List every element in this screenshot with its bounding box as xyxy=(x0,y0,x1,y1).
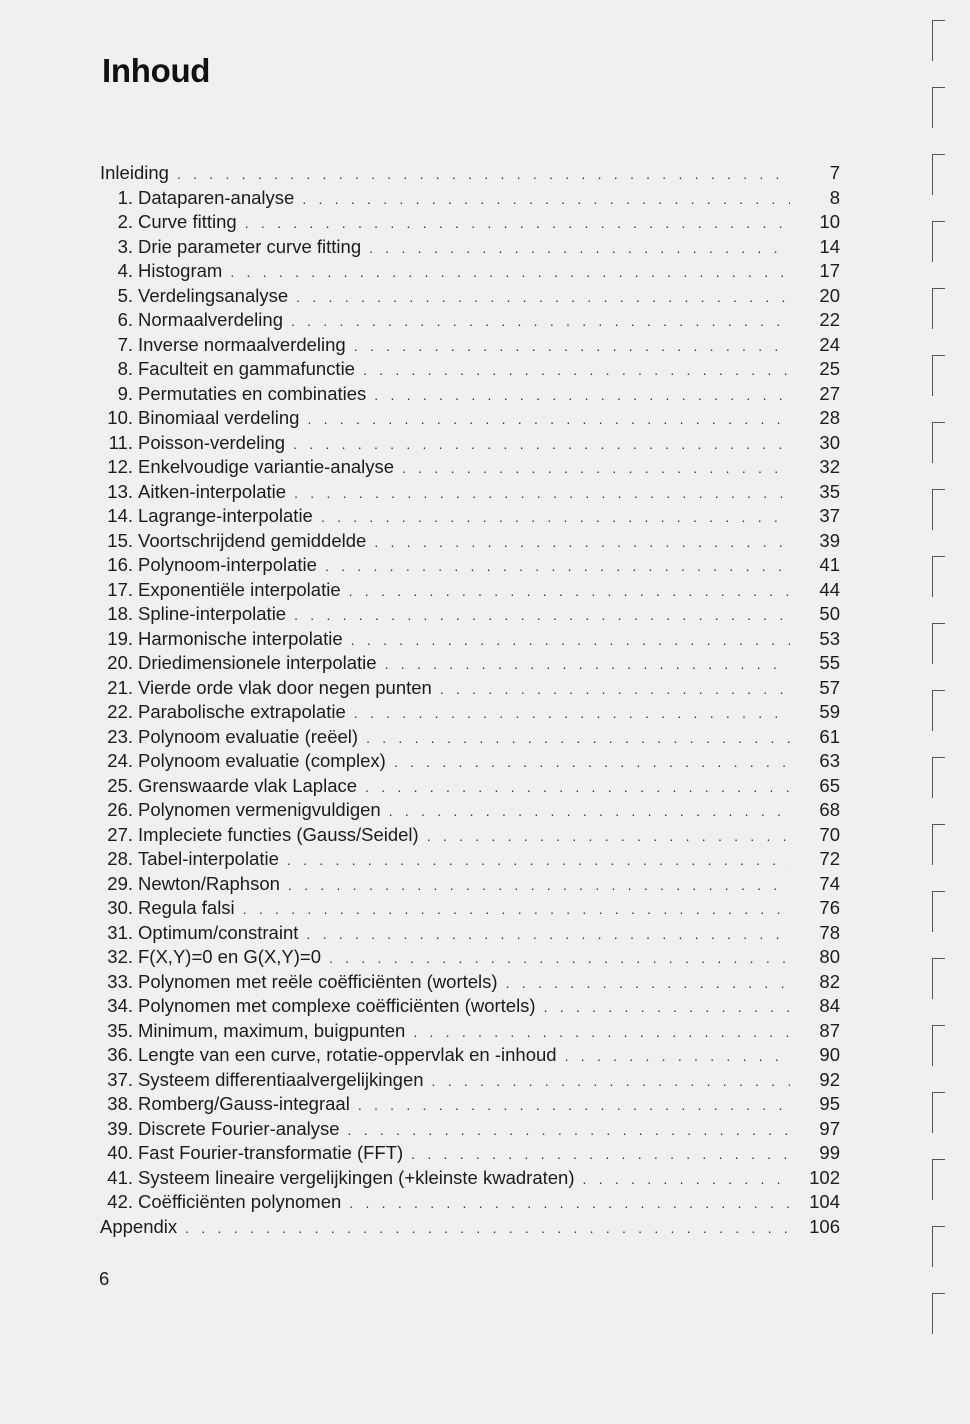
toc-entry xyxy=(100,1019,840,1044)
toc-entry-number: 39. xyxy=(107,1117,133,1139)
toc-entry-page: 68 xyxy=(819,799,840,820)
toc-dot-leader xyxy=(243,897,790,922)
toc-entry-title: Polynomen met complexe coëfficiënten (wortels) xyxy=(138,995,536,1016)
toc-entry-page: 50 xyxy=(819,603,840,624)
toc-entry-page: 87 xyxy=(819,1019,840,1041)
toc-entry xyxy=(100,357,840,382)
page-number: 6 xyxy=(99,1268,110,1289)
toc-entry-number: 9. xyxy=(117,382,133,404)
toc-entry-number: 35. xyxy=(107,1019,133,1041)
toc-entry-number: 10. xyxy=(107,407,133,428)
toc-entry-title: Impleciete functies (Gauss/Seidel) xyxy=(138,823,419,845)
table-of-contents xyxy=(100,161,840,1239)
toc-entry-number: 15. xyxy=(107,529,133,551)
binding-holes xyxy=(932,20,946,1410)
toc-dot-leader xyxy=(583,1167,790,1192)
toc-entry-number: 12. xyxy=(107,456,133,477)
toc-entry-title: Inverse normaalverdeling xyxy=(138,333,346,355)
toc-entry-number: 18. xyxy=(107,603,133,624)
toc-entry-number: 29. xyxy=(107,872,133,894)
toc-entry xyxy=(100,994,840,1019)
toc-entry-title: Systeem lineaire vergelijkingen (+kleinste kwadraten) xyxy=(138,1166,575,1188)
toc-entry-title: Histogram xyxy=(138,260,223,281)
binding-hole-mark xyxy=(932,1226,945,1267)
binding-hole-mark xyxy=(932,690,945,731)
toc-entry-page: 25 xyxy=(819,358,840,379)
toc-dot-leader xyxy=(354,701,790,726)
toc-entry-page: 104 xyxy=(809,1191,840,1212)
toc-entry-title: Normaalverdeling xyxy=(138,309,283,330)
toc-entry-number: 22. xyxy=(107,701,133,722)
toc-entry xyxy=(100,1215,840,1240)
binding-hole-mark xyxy=(932,1293,945,1334)
toc-entry-page: 102 xyxy=(809,1166,840,1188)
toc-entry-number: 32. xyxy=(107,946,133,967)
toc-entry-page: 78 xyxy=(819,921,840,943)
toc-dot-leader xyxy=(354,334,790,359)
toc-entry-number: 36. xyxy=(107,1044,133,1065)
toc-entry-number: 41. xyxy=(107,1166,133,1188)
toc-entry-number: 7. xyxy=(117,333,133,355)
toc-entry-title: Minimum, maximum, buigpunten xyxy=(138,1019,406,1041)
toc-entry-title: Verdelingsanalyse xyxy=(138,284,289,306)
toc-entry xyxy=(100,1068,840,1093)
toc-entry-number: 25. xyxy=(107,774,133,796)
toc-entry-number: 14. xyxy=(107,505,133,526)
toc-entry xyxy=(100,161,840,186)
toc-entry-page: 30 xyxy=(819,431,840,453)
toc-dot-leader xyxy=(385,652,790,677)
toc-entry-number: 5. xyxy=(117,284,133,306)
toc-entry-number: 11. xyxy=(108,431,133,453)
toc-entry-number: 23. xyxy=(107,725,133,747)
toc-entry-number: 2. xyxy=(117,211,133,232)
toc-dot-leader xyxy=(294,481,790,506)
toc-entry xyxy=(100,1117,840,1142)
toc-entry xyxy=(100,431,840,456)
toc-dot-leader xyxy=(402,456,790,481)
toc-entry-number: 27. xyxy=(107,823,133,845)
toc-entry-title: Harmonische interpolatie xyxy=(138,627,343,649)
toc-entry xyxy=(100,455,840,480)
toc-entry-number: 31. xyxy=(107,921,133,943)
toc-entry-number: 28. xyxy=(107,848,133,869)
toc-dot-leader xyxy=(506,971,790,996)
toc-dot-leader xyxy=(358,1093,790,1118)
toc-entry-page: 41 xyxy=(819,554,840,575)
toc-entry-page: 10 xyxy=(819,211,840,232)
toc-dot-leader xyxy=(544,995,790,1020)
toc-entry xyxy=(100,823,840,848)
toc-entry-title: Lagrange-interpolatie xyxy=(138,505,313,526)
toc-entry-number: 16. xyxy=(107,554,133,575)
toc-entry xyxy=(100,970,840,995)
toc-entry-title: Fast Fourier-transformatie (FFT) xyxy=(138,1142,404,1163)
toc-entry-page: 53 xyxy=(819,627,840,649)
binding-hole-mark xyxy=(932,422,945,463)
toc-entry-title: Permutaties en combinaties xyxy=(138,382,367,404)
toc-dot-leader xyxy=(294,603,790,628)
toc-dot-leader xyxy=(307,407,790,432)
toc-entry xyxy=(100,1092,840,1117)
toc-entry xyxy=(100,529,840,554)
toc-entry-page: 24 xyxy=(819,333,840,355)
toc-entry xyxy=(100,798,840,823)
toc-entry xyxy=(100,308,840,333)
toc-entry-page: 32 xyxy=(819,456,840,477)
toc-entry-page: 90 xyxy=(819,1044,840,1065)
toc-entry-number: 21. xyxy=(107,676,133,698)
toc-entry-page: 74 xyxy=(819,872,840,894)
toc-entry-title: Aitken-interpolatie xyxy=(138,480,287,502)
toc-entry-page: 55 xyxy=(819,652,840,673)
toc-entry-title: Romberg/Gauss-integraal xyxy=(138,1093,350,1114)
toc-entry xyxy=(100,186,840,211)
toc-entry-title: Lengte van een curve, rotatie-oppervlak en -inhoud xyxy=(138,1044,557,1065)
toc-entry xyxy=(100,651,840,676)
toc-dot-leader xyxy=(413,1020,790,1045)
toc-entry xyxy=(100,921,840,946)
toc-dot-leader xyxy=(293,432,790,457)
toc-dot-leader xyxy=(389,799,790,824)
toc-entry-title: Vierde orde vlak door negen punten xyxy=(138,676,432,698)
toc-entry-page: 82 xyxy=(819,970,840,992)
toc-entry-number: 4. xyxy=(117,260,133,281)
toc-entry-number: 34. xyxy=(107,995,133,1016)
toc-entry-title: Polynoom evaluatie (complex) xyxy=(138,750,386,771)
toc-entry-title: Driedimensionele interpolatie xyxy=(138,652,377,673)
toc-dot-leader xyxy=(365,775,790,800)
toc-entry xyxy=(100,480,840,505)
toc-entry-number: 42. xyxy=(107,1191,133,1212)
binding-hole-mark xyxy=(932,355,945,396)
toc-dot-leader xyxy=(185,1216,790,1241)
toc-entry-title: F(X,Y)=0 en G(X,Y)=0 xyxy=(138,946,322,967)
toc-dot-leader xyxy=(306,922,790,947)
binding-hole-mark xyxy=(932,221,945,262)
toc-entry-page: 22 xyxy=(819,309,840,330)
toc-entry-page: 80 xyxy=(819,946,840,967)
toc-entry xyxy=(100,700,840,725)
toc-entry-title: Enkelvoudige variantie-analyse xyxy=(138,456,395,477)
toc-entry xyxy=(100,382,840,407)
toc-entry-title: Voortschrijdend gemiddelde xyxy=(138,529,367,551)
toc-entry-page: 37 xyxy=(819,505,840,526)
toc-entry-page: 27 xyxy=(819,382,840,404)
toc-entry-page: 70 xyxy=(819,823,840,845)
toc-entry-page: 97 xyxy=(819,1117,840,1139)
toc-dot-leader xyxy=(329,946,790,971)
toc-entry-title: Coëfficiënten polynomen xyxy=(138,1191,342,1212)
toc-entry-title: Spline-interpolatie xyxy=(138,603,287,624)
toc-entry xyxy=(100,504,840,529)
binding-hole-mark xyxy=(932,154,945,195)
toc-entry-number: 20. xyxy=(107,652,133,673)
toc-entry xyxy=(100,210,840,235)
toc-dot-leader xyxy=(440,677,790,702)
toc-entry-number: 8. xyxy=(117,358,133,379)
toc-entry-number: 6. xyxy=(117,309,133,330)
toc-entry xyxy=(100,602,840,627)
binding-hole-mark xyxy=(932,556,945,597)
toc-entry xyxy=(100,578,840,603)
binding-hole-mark xyxy=(932,891,945,932)
toc-dot-leader xyxy=(321,505,790,530)
toc-dot-leader xyxy=(348,1118,790,1143)
toc-entry-title: Appendix xyxy=(100,1215,178,1237)
toc-entry-title: Systeem differentiaalvergelijkingen xyxy=(138,1068,424,1090)
page-title: Inhoud xyxy=(102,52,211,89)
toc-dot-leader xyxy=(245,211,790,236)
toc-entry-number: 40. xyxy=(107,1142,133,1163)
toc-entry xyxy=(100,749,840,774)
toc-entry xyxy=(100,284,840,309)
toc-dot-leader xyxy=(432,1069,790,1094)
toc-dot-leader xyxy=(427,824,790,849)
toc-entry xyxy=(100,333,840,358)
toc-entry-title: Poisson-verdeling xyxy=(138,431,286,453)
toc-entry xyxy=(100,774,840,799)
toc-entry-number: 1. xyxy=(117,186,133,208)
toc-entry xyxy=(100,259,840,284)
toc-entry-number: 3. xyxy=(117,235,133,257)
toc-entry-title: Regula falsi xyxy=(138,897,235,918)
toc-entry-number: 19. xyxy=(107,627,133,649)
toc-entry xyxy=(100,406,840,431)
toc-entry-page: 44 xyxy=(819,578,840,600)
toc-entry xyxy=(100,235,840,260)
toc-entry-number: 33. xyxy=(107,970,133,992)
toc-entry-title: Inleiding xyxy=(100,162,169,183)
toc-entry-page: 99 xyxy=(819,1142,840,1163)
toc-dot-leader xyxy=(565,1044,790,1069)
binding-hole-mark xyxy=(932,489,945,530)
toc-dot-leader xyxy=(288,873,790,898)
binding-hole-mark xyxy=(932,87,945,128)
toc-entry-title: Exponentiële interpolatie xyxy=(138,578,341,600)
toc-entry-number: 13. xyxy=(107,480,133,502)
toc-dot-leader xyxy=(177,162,790,187)
toc-dot-leader xyxy=(349,579,790,604)
toc-dot-leader xyxy=(363,358,790,383)
binding-hole-mark xyxy=(932,288,945,329)
toc-entry xyxy=(100,553,840,578)
toc-dot-leader xyxy=(411,1142,790,1167)
toc-entry xyxy=(100,1141,840,1166)
toc-dot-leader xyxy=(291,309,790,334)
toc-dot-leader xyxy=(394,750,790,775)
toc-entry xyxy=(100,872,840,897)
toc-dot-leader xyxy=(302,187,790,212)
toc-dot-leader xyxy=(351,628,790,653)
toc-entry-title: Parabolische extrapolatie xyxy=(138,701,346,722)
toc-entry-page: 95 xyxy=(819,1093,840,1114)
toc-entry-page: 63 xyxy=(819,750,840,771)
toc-entry-title: Drie parameter curve fitting xyxy=(138,235,362,257)
toc-entry xyxy=(100,1043,840,1068)
toc-entry-page: 57 xyxy=(819,676,840,698)
toc-entry-title: Tabel-interpolatie xyxy=(138,848,279,869)
toc-entry-number: 30. xyxy=(107,897,133,918)
toc-entry xyxy=(100,1190,840,1215)
toc-entry-page: 39 xyxy=(819,529,840,551)
binding-hole-mark xyxy=(932,757,945,798)
toc-entry-title: Polynomen vermenigvuldigen xyxy=(138,799,381,820)
toc-entry-page: 72 xyxy=(819,848,840,869)
toc-dot-leader xyxy=(230,260,790,285)
binding-hole-mark xyxy=(932,1159,945,1200)
binding-hole-mark xyxy=(932,623,945,664)
toc-entry-number: 17. xyxy=(107,578,133,600)
toc-entry xyxy=(100,1166,840,1191)
toc-entry-title: Polynoom-interpolatie xyxy=(138,554,317,575)
toc-entry-title: Newton/Raphson xyxy=(138,872,280,894)
toc-dot-leader xyxy=(296,285,790,310)
toc-entry-title: Dataparen-analyse xyxy=(138,186,295,208)
toc-entry-page: 106 xyxy=(809,1215,840,1237)
toc-entry-page: 8 xyxy=(829,186,840,208)
toc-entry-page: 84 xyxy=(819,995,840,1016)
toc-entry-title: Polynoom evaluatie (reëel) xyxy=(138,725,359,747)
toc-entry-page: 59 xyxy=(819,701,840,722)
toc-entry-page: 20 xyxy=(819,284,840,306)
toc-entry-number: 24. xyxy=(107,750,133,771)
toc-dot-leader xyxy=(369,236,790,261)
binding-hole-mark xyxy=(932,20,945,61)
toc-entry-title: Optimum/constraint xyxy=(138,921,299,943)
toc-entry-page: 76 xyxy=(819,897,840,918)
toc-entry-page: 35 xyxy=(819,480,840,502)
toc-entry-page: 28 xyxy=(819,407,840,428)
toc-dot-leader xyxy=(366,726,790,751)
toc-entry xyxy=(100,627,840,652)
toc-entry-page: 61 xyxy=(819,725,840,747)
toc-entry-page: 65 xyxy=(819,774,840,796)
toc-entry-title: Discrete Fourier-analyse xyxy=(138,1117,340,1139)
toc-entry-number: 37. xyxy=(107,1068,133,1090)
toc-entry-page: 7 xyxy=(829,162,840,183)
binding-hole-mark xyxy=(932,958,945,999)
binding-hole-mark xyxy=(932,1092,945,1133)
toc-entry-number: 26. xyxy=(107,799,133,820)
toc-entry xyxy=(100,725,840,750)
toc-dot-leader xyxy=(374,383,790,408)
toc-entry-title: Binomiaal verdeling xyxy=(138,407,300,428)
toc-entry xyxy=(100,945,840,970)
toc-dot-leader xyxy=(349,1191,790,1216)
toc-entry xyxy=(100,676,840,701)
toc-entry-title: Polynomen met reële coëfficiënten (wortels) xyxy=(138,970,498,992)
toc-entry-title: Grenswaarde vlak Laplace xyxy=(138,774,358,796)
toc-entry xyxy=(100,896,840,921)
toc-entry-page: 17 xyxy=(819,260,840,281)
binding-hole-mark xyxy=(932,1025,945,1066)
toc-entry-title: Faculteit en gammafunctie xyxy=(138,358,355,379)
toc-entry-page: 14 xyxy=(819,235,840,257)
toc-entry-page: 92 xyxy=(819,1068,840,1090)
toc-dot-leader xyxy=(325,554,790,579)
toc-entry-title: Curve fitting xyxy=(138,211,237,232)
toc-entry-number: 38. xyxy=(107,1093,133,1114)
toc-entry xyxy=(100,847,840,872)
toc-dot-leader xyxy=(287,848,790,873)
toc-dot-leader xyxy=(374,530,790,555)
binding-hole-mark xyxy=(932,824,945,865)
